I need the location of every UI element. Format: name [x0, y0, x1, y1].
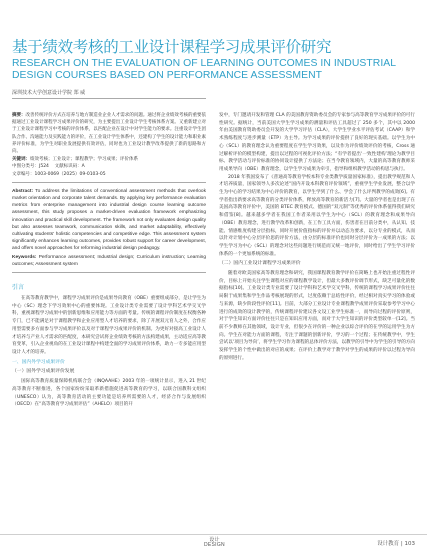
doc-code: 文献标识码：A [54, 164, 85, 170]
keywords-zh [12, 156, 206, 163]
abstract-zh-label: 摘要： [12, 113, 26, 118]
keywords-en [12, 254, 206, 268]
keywords-en-text: Performance assessment; Industrial design; Curriculum instruction; Learning outcomes; Assessment system [12, 254, 206, 267]
abstract-rule [12, 182, 206, 183]
page-footer-label: 设计教育 | 103 [377, 541, 415, 547]
right-paragraph-3: 随着对欧美国家高等教育理念和研究，我国课程教育教学评价在简略上也开始注重过程性评价，目标上开始关注学生课程对应的课程教学设计，但最大多数评价调节形式，缺乏可量化的数据指标[10]。工业设计类专业需要了设计学科和艺术学交叉学科，传统的课程学习成果评价往往局限于成果集和学生作品考核展现的形式，过度依赖于总结性评价，经过相对真实学习的体验或与来源，缺少阶段性评价[11]。目前，大部分工业设计专业课程教学成果评价采取参考学习中心进行的成效的设计教学的，传统课程评价建议各文设工业学生标准一，而导向过程的评价原则，对于学生知识方面评价往往只是在知识应用方面，而对于大学生知识的评价类型较单一[12]。当前不少教师在其他领域，设计专业，但很少在评价的一种企业以综合评价的在学的运用学生为方向。学生在对能力方面的课程，专注于课题的创新评价，学习的一个过程；在传统教学中，学生尝试以‘项目为导向’，将学生学习作为课程的总体评价方法，以教学的引导中为学生的引导的方向发挥学生的个性中做出的对应的成果；在评价上教学对于教学对学生的成果的评价以过程为导向的原则进行。 [219, 271, 415, 361]
right-paragraph-1: 发中，专门邀请开发和管理 CLA 的美国教育资助委员会的专家参与高等教育学习成果评价的可行性研究。据统计，当前美国大学生学习成果的测量和评估工具超过了 250 多个，其中以 2000 年由美国教育资助委员会开发的大学学习评估（CLA），大学生学业水平评估考试（CAAP）和学术熟练程度与进步测量（ETP）为主导。为学习成果的评价提供了良好的现实基础。以学生为中心（SCL）的教育理念认为重要程度在学生学习效果，以及作为评价绩效评价的考核，Cross 通过解析评价的模型构建，提出以过程的可视化评价方法；“有学者提出‘一致性建构’理论为教学目标、教学活动与评价标准的协同设计提供了方法论；在当今教育领域内，大量的高等教育教师采用成果导向（OBE）教育理念，以学生学习成果为牵引，指导和组织教学活动的构思与执行。 [219, 113, 415, 172]
article-title-en: RESEARCH ON THE EVALUATION OF LEARNING OUTCOMES IN INDUSTRIAL DESIGN COURSES BASED ON PERFORMANCE ASSESSMENT [12, 58, 396, 81]
left-column [12, 112, 206, 409]
subsection-title-1-1: （一）国外学习成果评价发展 [12, 369, 75, 375]
journal-logo-top: 设计 [209, 537, 220, 543]
abstract-zh [12, 112, 206, 155]
section-title-1: 一、国内外学习成果评价 [12, 359, 65, 365]
clc-number: 中图分类号：J524 [12, 164, 49, 170]
journal-logo [204, 538, 225, 548]
subsection-title-1-2: （二）国内工业设计课程学习成果评价 [219, 261, 301, 267]
keywords-zh-label: 关键词： [12, 157, 30, 163]
section-1-paragraph: 国际高等教育质量保障机构联合会（INQAAHE）2003 年的一项统计显示，进入 21 世纪高等教育不断推进，各个国家纷纷采取革新措施促进高等教育的学习，以联合国教科文组织（UNESCO）认为，高等教育活动的主要功能是培养所需要的人才，经济合作与发展组织（OECD）在“高等教育学习成果评估”（AHELO）项目的开 [12, 379, 206, 408]
abstract-en-rule [12, 272, 206, 273]
article-number: 文章编号：1003-0069（2025）09-0103-05 [12, 171, 106, 177]
keywords-zh-text: 绩效考核；工业设计；课程教学；学习成果；评价体系 [30, 157, 138, 163]
right-column [219, 112, 415, 363]
author-affiliation: 深圳技术大学创意设计学院 郑 威 [12, 90, 86, 96]
abstract-en-label: Abstract: [12, 188, 34, 194]
keywords-en-label: Keywords: [12, 254, 37, 260]
article-title-zh: 基于绩效考核的工业设计课程学习成果评价研究 [12, 38, 332, 56]
section-title-intro: 引言 [12, 284, 25, 292]
intro-paragraph: 在高等教育教学中，课程学习成果评价是成果导向教育（OBE）重要组成部分，是让学生为中心（SC）理念下学习效果中心的重要体现。工业设计类专业需要了设计学科艺术学交叉学科，重视课程学习成果中的创新思维和应用能力等方面的考量。传统的课程评价制度在权衡各种专门，已不能满足对于课程教学和企业应用型人才培养的要求，除了开展双元育人之外，合作应用型需要多方面参与学习成果评价以及对于课程学习成果评价的机制。为更好对接高工业设计人才培养与产业人才需求的匹配度，本研究尝试将企业绩效考核的方法构建成果，主动适应高等教育变革，引入企业视角的在工业设计课程中构建全面的学习成果评价体系，助力一专多能应用型设计人才的培养。 [12, 296, 206, 355]
abstract-en-text: To address the limitations of conventional assessment methods that overlook market orientation and corporate talent demands. By applying key performance evaluation metrics from enterprise management into industrial design course learning outcome assessment, this study proposes a market-driven evaluation framework emphasizing innovation and practical skill development. The framework not only evaluates design quality but also assesses teamwork, communication skills, and market adaptability, effectively cultivating students' holistic competencies and competitive edge. This assessment system significantly enhances learning outcomes, provides robust support for career development, and offers novel approaches for reforming industrial design pedagogy. [12, 188, 207, 252]
classification-line [12, 163, 206, 170]
header-rule [12, 98, 206, 99]
footer-divider [0, 534, 427, 535]
abstract-zh-text: 改善传统评价方式在培养与地方制造业企业人才需求的问题。通过将企业绩效考核的重要依据通过工业设计课程学习成果评价的研究，为主要提出工业设计学生考核体系方案。又重新建立对于工业设计课程学习中考核的评价体系，以匹配企业在设计中对学生能力的要求。注重设计学生团队合作、沟通能力及实践能力的评价，在工业设计学生体系中，还建构了学生的设计能力和职业素养评价标准，为学生对职业发展提供有效评估，同时也为工业设计教学改革提供了新的思路和方向。 [12, 113, 207, 155]
journal-logo-bottom: DESIGN [204, 542, 225, 548]
right-paragraph-2: 2018 年我国发布了《普通高等教育学校本科专业类教学质量国家标准》，提出教学规范和人才培养质量，国家领导人多次论述“国内开设本科教育评价领域”，重视学生学业发展，整合以学生为中心的学习结果为中心评价的教育，以学生学到了什么、学会了什么评判教学的成效[6]。有学者指出新要求高等教育的分类评价体系，释放高等教育的新活力[7]。大量的学者也是出现了在美国高等教育评价中，美国的 BTEC 教育模式、德国的“双元制”等优秀的评价体系值得我们研究和借鉴[8]。越来越多学者在我国工作者采用以学生为中心（SCL）的教育理念和成果导向（OBE）教育理念，进行教学改革和创新，在工作工具方面，伤害者在目前分类中，从认知、技能、情感维度构建分层指标，同时开展价值指标的评价并以动态为要求，以分专业的模式，从而以针对计划中心分层评价思的评价方法，由分层的标准评价也同时分层评价为一成果的方法；以学生学习为中心（SCL）的理念对这些问题进行规范而又统一地评价，同时给出了学生学习评价体系的一个更加系统的标准。 [219, 174, 415, 257]
abstract-en [12, 188, 206, 253]
